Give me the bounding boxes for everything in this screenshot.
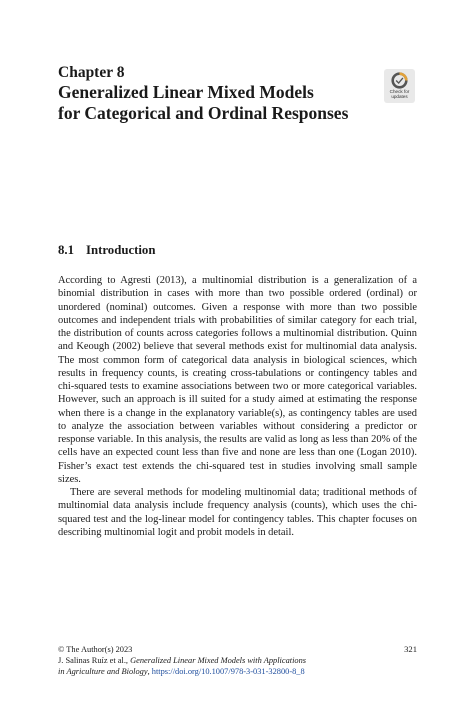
check-updates-label <box>384 89 415 99</box>
check-for-updates-badge[interactable] <box>384 69 415 103</box>
footer-citation <box>58 644 378 678</box>
citation-separator: , <box>147 667 152 677</box>
section-number: 8.1 <box>58 243 74 257</box>
chapter-title-line: for Categorical and Ordinal Responses <box>58 103 349 123</box>
chapter-title <box>58 82 388 124</box>
citation-authors: J. Salinas Ruíz et al., <box>58 656 131 666</box>
check-updates-line: Check for <box>389 89 410 94</box>
doi-link[interactable]: https://doi.org/10.1007/978-3-031-32800-8_8 <box>151 667 305 677</box>
citation-line <box>58 666 378 677</box>
paragraph: There are several methods for modeling multinomial data; traditional methods of multinomial data analysis include frequency analysis (counts), which uses the chi-squared test and the log-linear model for contingency tables. This chapter focuses on describing multinomial logit and probit models in detail. <box>58 487 417 538</box>
body-text <box>58 274 417 539</box>
section-heading <box>58 243 155 258</box>
check-updates-line: updates <box>391 94 408 100</box>
book-title: in Agriculture and Biology <box>58 667 148 677</box>
section-title: Introduction <box>86 243 156 257</box>
chapter-title-line: Generalized Linear Mixed Models <box>58 82 314 102</box>
copyright-line: © The Author(s) 2023 <box>58 645 133 654</box>
paragraph: According to Agresti (2013), a multinomial distribution is a generalization of a binomial distribution in cases with more than two possible ordered (ordinal) or unordered (nominal) outcomes. Given a response with more than two possible outcomes and independent trials with probabilities of similar category for each trial, the distribution of counts across categories follows a multinomial distribution. Quinn and Keough (2002) believe that several methods exist for multinomial data analysis. The most common form of categorical data analysis in biological sciences, which results in frequency counts, is creating cross-tabulations or contingency tables and chi-squared tests to examine associations between two or more categorical variables. However, such an approach is ill suited for a study aimed at estimating the response when there is a change in the explanatory variable(s), as contingency tables are used to analyze the association between variables without considering a predictor or response variable. In this analysis, the results are valid as long as less than 20% of the cells have an expected count less than five and none are less than one (Logan 2010). Fisher’s exact test extends the chi-squared test in studies involving small sample sizes. <box>58 275 417 485</box>
citation-line <box>58 655 378 666</box>
check-updates-icon <box>391 72 408 89</box>
book-title: Generalized Linear Mixed Models with Applications <box>130 656 307 666</box>
chapter-label: Chapter 8 <box>58 64 125 81</box>
page-number: 321 <box>404 644 417 654</box>
